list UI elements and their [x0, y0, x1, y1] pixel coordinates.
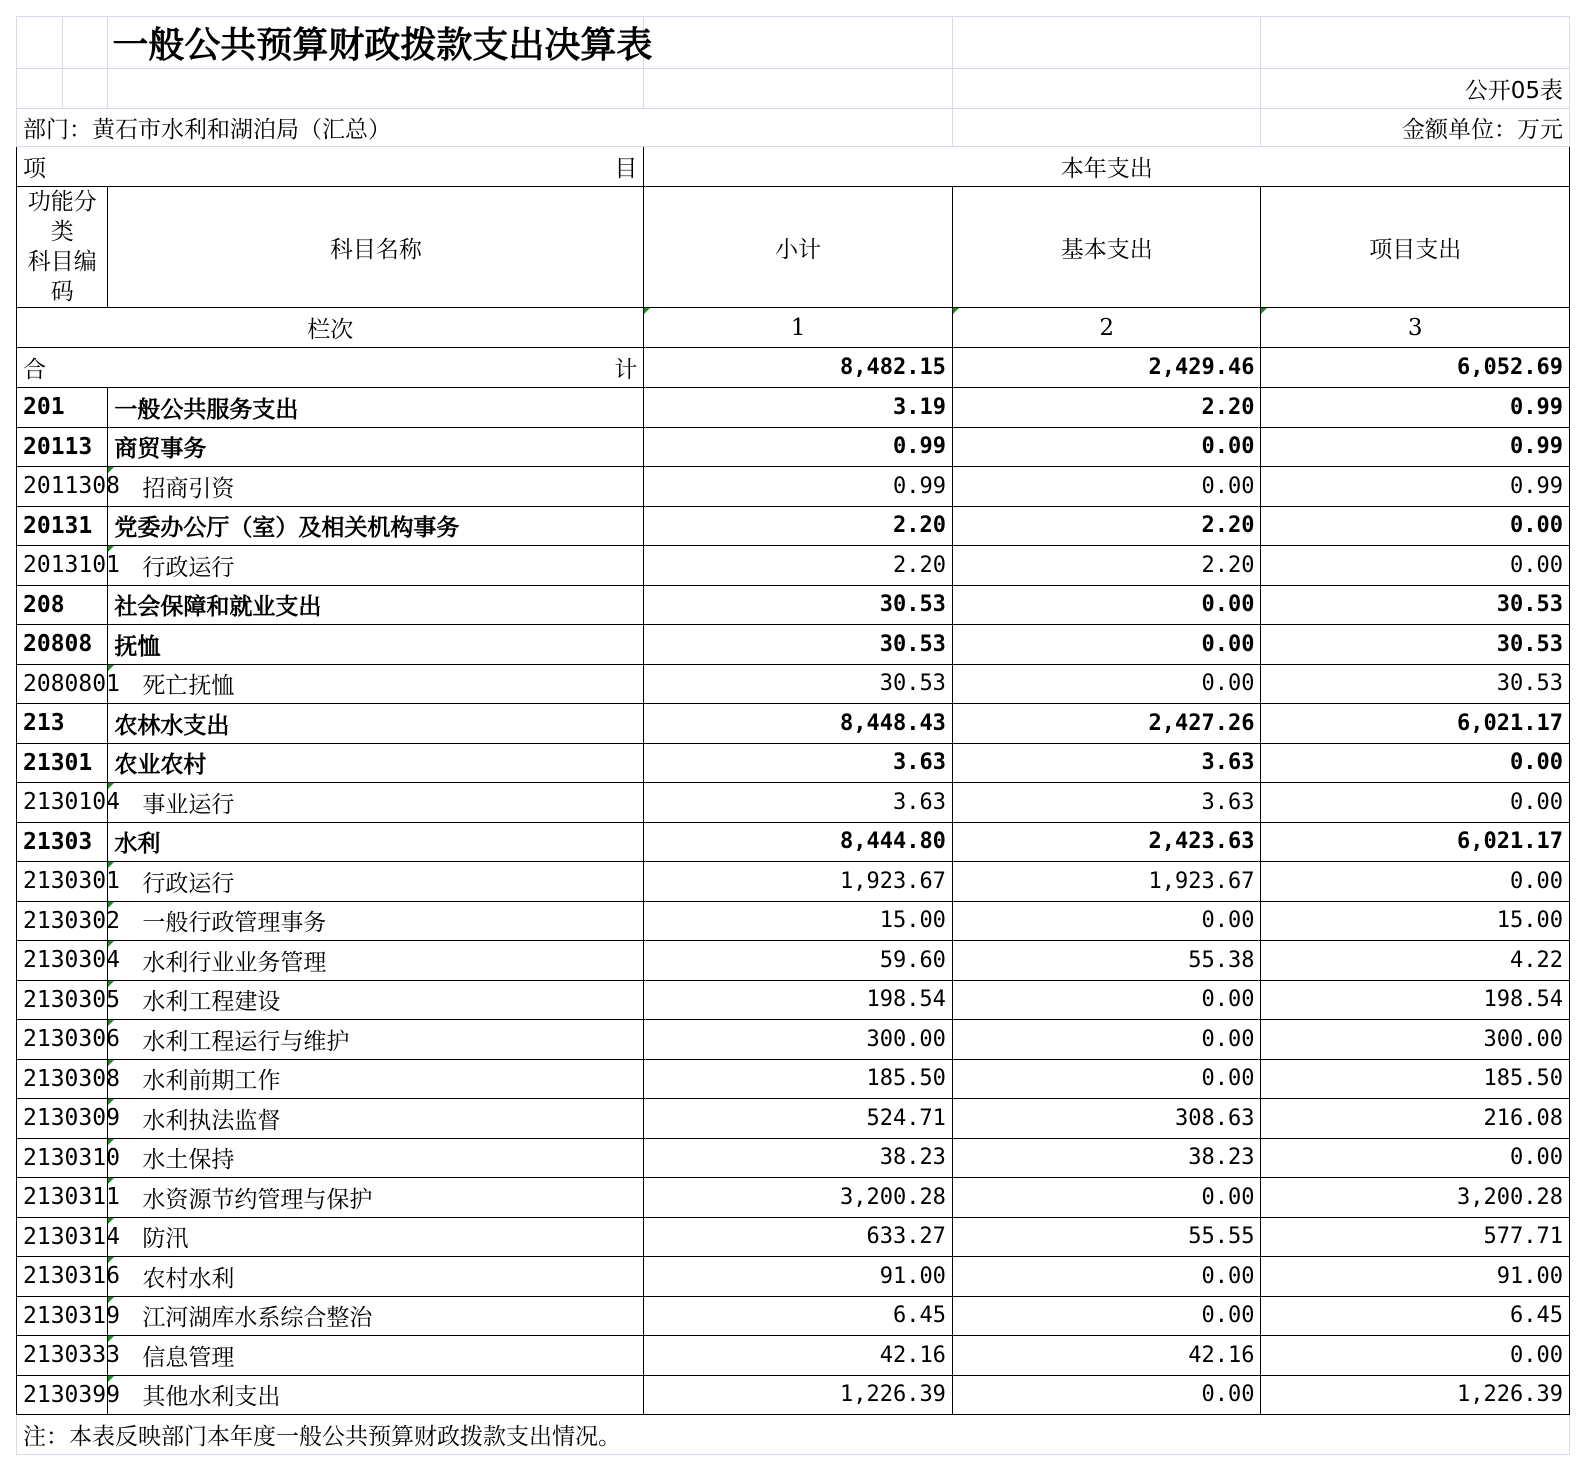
- grid-cell[interactable]: [644, 69, 953, 109]
- row-subtotal[interactable]: 38.23: [644, 1138, 953, 1178]
- row-basic[interactable]: 0.00: [952, 664, 1261, 704]
- row-project[interactable]: 198.54: [1261, 980, 1570, 1020]
- column-index-label: 栏次: [17, 308, 644, 348]
- row-name[interactable]: 抚恤: [108, 625, 644, 665]
- table-row: [17, 980, 1570, 1020]
- row-subtotal[interactable]: 30.53: [644, 585, 953, 625]
- row-code[interactable]: 2130308: [17, 1059, 108, 1099]
- row-name[interactable]: 水利前期工作: [108, 1059, 644, 1099]
- row-code[interactable]: 208: [17, 585, 108, 625]
- row-subtotal[interactable]: 2.20: [644, 506, 953, 546]
- total-basic: 2,429.46: [952, 348, 1261, 388]
- form-code: 公开05表: [1261, 69, 1570, 109]
- subtotal-column-header: 小计: [644, 187, 953, 308]
- row-project[interactable]: 6.45: [1261, 1296, 1570, 1336]
- table-row: [17, 862, 1570, 902]
- row-project[interactable]: 30.53: [1261, 625, 1570, 665]
- row-name[interactable]: 党委办公厅（室）及相关机构事务: [108, 506, 644, 546]
- row-code[interactable]: 2130301: [17, 862, 108, 902]
- row-project[interactable]: 0.99: [1261, 388, 1570, 428]
- row-code[interactable]: 2130319: [17, 1296, 108, 1336]
- row-project[interactable]: 91.00: [1261, 1257, 1570, 1297]
- table-row: [17, 427, 1570, 467]
- table-row: [17, 783, 1570, 823]
- grid-cell[interactable]: [62, 17, 108, 69]
- note-row: [17, 1415, 1570, 1455]
- table-row: [17, 625, 1570, 665]
- row-code[interactable]: 2130104: [17, 783, 108, 823]
- row-project[interactable]: 577.71: [1261, 1217, 1570, 1257]
- row-name[interactable]: 商贸事务: [108, 427, 644, 467]
- grid-cell[interactable]: [952, 109, 1261, 147]
- row-name[interactable]: 江河湖库水系综合整治: [108, 1296, 644, 1336]
- row-project[interactable]: 4.22: [1261, 941, 1570, 981]
- grid-cell[interactable]: [644, 17, 953, 69]
- table-row: [17, 585, 1570, 625]
- row-name[interactable]: 农业农村: [108, 743, 644, 783]
- row-subtotal[interactable]: 0.99: [644, 467, 953, 507]
- row-project[interactable]: 30.53: [1261, 585, 1570, 625]
- row-subtotal[interactable]: 3.63: [644, 783, 953, 823]
- row-name[interactable]: 水利工程运行与维护: [108, 1020, 644, 1060]
- table-row: [17, 1138, 1570, 1178]
- row-project[interactable]: 1,226.39: [1261, 1375, 1570, 1415]
- grid-cell[interactable]: [62, 69, 108, 109]
- row-code[interactable]: 2130306: [17, 1020, 108, 1060]
- row-code[interactable]: 2013101: [17, 546, 108, 586]
- row-basic[interactable]: 3.63: [952, 743, 1261, 783]
- row-name[interactable]: 防汛: [108, 1217, 644, 1257]
- row-subtotal[interactable]: 300.00: [644, 1020, 953, 1060]
- row-subtotal[interactable]: 8,448.43: [644, 704, 953, 744]
- row-basic[interactable]: 1,923.67: [952, 862, 1261, 902]
- grid-cell[interactable]: [952, 17, 1261, 69]
- row-subtotal[interactable]: 1,226.39: [644, 1375, 953, 1415]
- table-row: [17, 1099, 1570, 1139]
- row-name[interactable]: 社会保障和就业支出: [108, 585, 644, 625]
- row-name[interactable]: 信息管理: [108, 1336, 644, 1376]
- row-subtotal[interactable]: 3.19: [644, 388, 953, 428]
- row-basic[interactable]: 0.00: [952, 1257, 1261, 1297]
- code-header-line2: 科目编码: [27, 249, 97, 305]
- row-name[interactable]: 事业运行: [108, 783, 644, 823]
- row-basic[interactable]: 2.20: [952, 506, 1261, 546]
- row-subtotal[interactable]: 30.53: [644, 625, 953, 665]
- table-row: [17, 1217, 1570, 1257]
- column-index-3: 3: [1261, 308, 1570, 348]
- table-row: [17, 704, 1570, 744]
- row-code[interactable]: 2080801: [17, 664, 108, 704]
- row-project[interactable]: 0.00: [1261, 862, 1570, 902]
- row-project[interactable]: 0.99: [1261, 427, 1570, 467]
- row-code[interactable]: 21301: [17, 743, 108, 783]
- item-header: [17, 147, 644, 187]
- row-basic[interactable]: 0.00: [952, 467, 1261, 507]
- row-code[interactable]: 20131: [17, 506, 108, 546]
- row-project[interactable]: 185.50: [1261, 1059, 1570, 1099]
- table-row: [17, 1059, 1570, 1099]
- row-project[interactable]: 30.53: [1261, 664, 1570, 704]
- row-name[interactable]: 水资源节约管理与保护: [108, 1178, 644, 1218]
- row-basic[interactable]: 2,427.26: [952, 704, 1261, 744]
- row-subtotal[interactable]: 2.20: [644, 546, 953, 586]
- row-project[interactable]: 300.00: [1261, 1020, 1570, 1060]
- row-project[interactable]: 0.00: [1261, 1336, 1570, 1376]
- table-row: [17, 1296, 1570, 1336]
- row-code[interactable]: 201: [17, 388, 108, 428]
- table-row: [17, 822, 1570, 862]
- row-basic[interactable]: 38.23: [952, 1138, 1261, 1178]
- row-name[interactable]: 水土保持: [108, 1138, 644, 1178]
- row-name[interactable]: 水利工程建设: [108, 980, 644, 1020]
- code-header-line1: 功能分类: [27, 189, 97, 245]
- row-name[interactable]: 水利行业业务管理: [108, 941, 644, 981]
- row-subtotal[interactable]: 42.16: [644, 1336, 953, 1376]
- row-code[interactable]: 2130316: [17, 1257, 108, 1297]
- row-code[interactable]: 20113: [17, 427, 108, 467]
- grid-cell[interactable]: [952, 69, 1261, 109]
- row-basic[interactable]: 0.00: [952, 901, 1261, 941]
- row-project[interactable]: 15.00: [1261, 901, 1570, 941]
- row-project[interactable]: 216.08: [1261, 1099, 1570, 1139]
- row-subtotal[interactable]: 3,200.28: [644, 1178, 953, 1218]
- row-project[interactable]: 0.00: [1261, 1138, 1570, 1178]
- basic-column-header: 基本支出: [952, 187, 1261, 308]
- grid-cell[interactable]: [1261, 17, 1570, 69]
- table-row: [17, 388, 1570, 428]
- row-basic[interactable]: 308.63: [952, 1099, 1261, 1139]
- row-subtotal[interactable]: 198.54: [644, 980, 953, 1020]
- row-code[interactable]: 2130399: [17, 1375, 108, 1415]
- total-label-left: 合: [23, 357, 46, 383]
- table-row: [17, 743, 1570, 783]
- row-code[interactable]: 213: [17, 704, 108, 744]
- report-table: [16, 16, 1570, 1455]
- row-subtotal[interactable]: 185.50: [644, 1059, 953, 1099]
- row-subtotal[interactable]: 30.53: [644, 664, 953, 704]
- row-basic[interactable]: 55.55: [952, 1217, 1261, 1257]
- row-subtotal[interactable]: 15.00: [644, 901, 953, 941]
- row-code[interactable]: 2130309: [17, 1099, 108, 1139]
- row-name[interactable]: 其他水利支出: [108, 1375, 644, 1415]
- total-subtotal: 8,482.15: [644, 348, 953, 388]
- row-project[interactable]: 0.00: [1261, 783, 1570, 823]
- row-subtotal[interactable]: 91.00: [644, 1257, 953, 1297]
- row-basic[interactable]: 0.00: [952, 1178, 1261, 1218]
- row-subtotal[interactable]: 6.45: [644, 1296, 953, 1336]
- table-row: [17, 1336, 1570, 1376]
- table-row: [17, 1375, 1570, 1415]
- row-basic[interactable]: 42.16: [952, 1336, 1261, 1376]
- name-column-header: 科目名称: [108, 187, 644, 308]
- column-index-2: 2: [952, 308, 1261, 348]
- row-subtotal[interactable]: 3.63: [644, 743, 953, 783]
- row-name[interactable]: 招商引资: [108, 467, 644, 507]
- total-label: [17, 348, 644, 388]
- row-name[interactable]: 一般行政管理事务: [108, 901, 644, 941]
- footnote: 注：本表反映部门本年度一般公共预算财政拨款支出情况。: [17, 1415, 1570, 1455]
- row-project[interactable]: 6,021.17: [1261, 822, 1570, 862]
- table-row: [17, 901, 1570, 941]
- current-year-header: 本年支出: [644, 147, 1570, 187]
- table-row: [17, 1178, 1570, 1218]
- row-project[interactable]: 0.99: [1261, 467, 1570, 507]
- row-basic[interactable]: 0.00: [952, 980, 1261, 1020]
- row-basic[interactable]: 3.63: [952, 783, 1261, 823]
- row-basic[interactable]: 0.00: [952, 1296, 1261, 1336]
- row-code[interactable]: 2130305: [17, 980, 108, 1020]
- code-column-header: [17, 187, 108, 308]
- row-project[interactable]: 0.00: [1261, 506, 1570, 546]
- row-name[interactable]: 农村水利: [108, 1257, 644, 1297]
- row-code[interactable]: 2130310: [17, 1138, 108, 1178]
- row-basic[interactable]: 0.00: [952, 1020, 1261, 1060]
- row-code[interactable]: 2011308: [17, 467, 108, 507]
- row-basic[interactable]: 0.00: [952, 1059, 1261, 1099]
- row-basic[interactable]: 2.20: [952, 388, 1261, 428]
- row-subtotal[interactable]: 633.27: [644, 1217, 953, 1257]
- total-project: 6,052.69: [1261, 348, 1570, 388]
- table-row: [17, 941, 1570, 981]
- project-column-header: 项目支出: [1261, 187, 1570, 308]
- row-basic[interactable]: 2,423.63: [952, 822, 1261, 862]
- spreadsheet: [16, 16, 1570, 1455]
- row-basic[interactable]: 0.00: [952, 585, 1261, 625]
- row-code[interactable]: 2130333: [17, 1336, 108, 1376]
- table-row: [17, 1020, 1570, 1060]
- row-code[interactable]: 21303: [17, 822, 108, 862]
- department-label: 部门：黄石市水利和湖泊局（汇总）: [17, 109, 953, 147]
- row-code[interactable]: 2130304: [17, 941, 108, 981]
- column-index-1: 1: [644, 308, 953, 348]
- row-code[interactable]: 2130302: [17, 901, 108, 941]
- row-name[interactable]: 农林水支出: [108, 704, 644, 744]
- page-title: 一般公共预算财政拨款支出决算表: [108, 17, 644, 69]
- row-subtotal[interactable]: 8,444.80: [644, 822, 953, 862]
- row-basic[interactable]: 0.00: [952, 625, 1261, 665]
- row-code[interactable]: 20808: [17, 625, 108, 665]
- row-name[interactable]: 水利: [108, 822, 644, 862]
- unit-label: 金额单位：万元: [1261, 109, 1570, 147]
- row-project[interactable]: 3,200.28: [1261, 1178, 1570, 1218]
- table-row: [17, 506, 1570, 546]
- row-subtotal[interactable]: 524.71: [644, 1099, 953, 1139]
- table-row: [17, 1257, 1570, 1297]
- row-name[interactable]: 水利执法监督: [108, 1099, 644, 1139]
- total-label-right: 计: [614, 357, 638, 383]
- grid-cell[interactable]: [17, 17, 63, 69]
- grid-cell[interactable]: [108, 69, 644, 109]
- row-subtotal[interactable]: 59.60: [644, 941, 953, 981]
- row-name[interactable]: 一般公共服务支出: [108, 388, 644, 428]
- row-project[interactable]: 6,021.17: [1261, 704, 1570, 744]
- row-project[interactable]: 0.00: [1261, 743, 1570, 783]
- item-header-right: 目: [614, 156, 638, 182]
- item-header-left: 项: [23, 156, 46, 182]
- row-basic[interactable]: 55.38: [952, 941, 1261, 981]
- row-code[interactable]: 2130314: [17, 1217, 108, 1257]
- table-row: [17, 546, 1570, 586]
- grid-cell[interactable]: [17, 69, 63, 109]
- table-row: [17, 467, 1570, 507]
- row-basic[interactable]: 0.00: [952, 427, 1261, 467]
- row-code[interactable]: 2130311: [17, 1178, 108, 1218]
- row-basic[interactable]: 0.00: [952, 1375, 1261, 1415]
- row-name[interactable]: 行政运行: [108, 862, 644, 902]
- row-name[interactable]: 死亡抚恤: [108, 664, 644, 704]
- row-name[interactable]: 行政运行: [108, 546, 644, 586]
- row-subtotal[interactable]: 1,923.67: [644, 862, 953, 902]
- row-project[interactable]: 0.00: [1261, 546, 1570, 586]
- row-subtotal[interactable]: 0.99: [644, 427, 953, 467]
- row-basic[interactable]: 2.20: [952, 546, 1261, 586]
- table-row: [17, 664, 1570, 704]
